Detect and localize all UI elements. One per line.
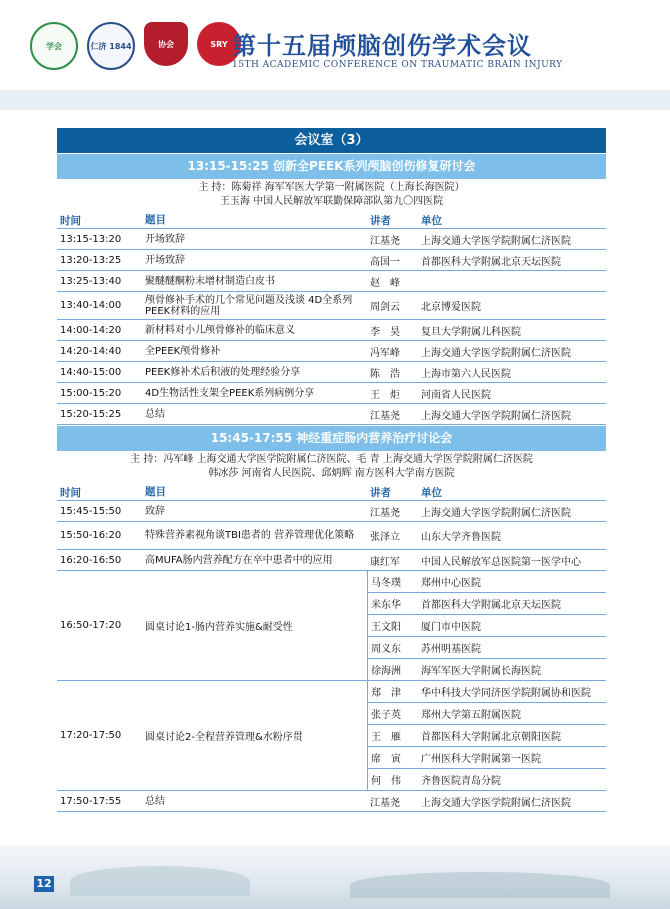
row-speaker: 王 雁 [371,732,401,743]
row-speaker: 康红军 [370,556,400,568]
row-speaker: 高国一 [370,256,400,268]
schedule [57,128,606,812]
row-topic: PEEK修补术后积液的处理经验分享 [145,366,301,378]
row-unit: 上海交通大学医学院附属仁济医院 [421,410,571,422]
col-speaker: 讲者 [370,214,391,227]
table-row [57,383,606,404]
hosts-line: 王玉海 中国人民解放军联勤保障部队第九〇四医院 [219,196,444,207]
row-unit: 广州医科大学附属第一医院 [421,754,541,765]
row-unit: 首都医科大学附属北京天坛医院 [421,256,561,268]
red-shield-icon [144,22,188,66]
row-unit: 北京博爱医院 [421,302,481,313]
row-speaker: 冯军峰 [370,347,400,359]
row-unit: 首都医科大学附属北京天坛医院 [421,600,561,611]
panelist-row [368,593,606,615]
row-unit: 复旦大学附属儿科医院 [421,326,521,338]
logo-label: 学会 [46,41,62,51]
session-hosts [57,451,606,484]
conference-subtitle: 15TH ACADEMIC CONFERENCE ON TRAUMATIC BRAIN INJURY [232,60,563,70]
row-unit: 海军军医大学附属长海医院 [421,666,541,677]
col-time: 时间 [60,214,81,227]
table-row [57,271,606,292]
logo-label: SRY [210,39,228,49]
row-speaker: 何 伟 [371,776,401,787]
table-row [57,320,606,341]
table-header [57,484,606,501]
row-unit: 上海交通大学医学院附属仁济医院 [421,507,571,519]
row-time: 15:20-15:25 [60,408,122,420]
page-header [0,0,670,90]
session1-rows [57,229,606,425]
panelist-row [368,769,606,790]
table-row [57,791,606,812]
row-unit: 山东大学齐鲁医院 [421,532,501,543]
table-row [57,522,606,550]
row-speaker: 张子英 [371,710,401,721]
conference-title: 第十五届颅脑创伤学术会议 [232,32,532,60]
row-time: 14:20-14:40 [60,345,122,357]
row-speaker: 王文阳 [371,622,401,633]
table-header [57,212,606,229]
session-title: 15:45-17:55 神经重症肠内营养治疗讨论会 [57,425,606,451]
header-band [0,90,670,110]
row-speaker: 赵 峰 [370,277,400,289]
row-speaker: 徐海洲 [371,666,401,677]
session-title: 13:15-15:25 创新全PEEK系列颅脑创伤修复研讨会 [57,153,606,179]
col-time: 时间 [60,486,81,499]
row-topic: 致辞 [145,505,165,517]
row-speaker: 江基尧 [370,235,400,247]
row-unit: 首都医科大学附属北京朝阳医院 [421,732,561,743]
row-speaker: 席 寅 [371,754,401,765]
page-number: 12 [34,876,54,892]
row-unit: 上海交通大学医学院附属仁济医院 [421,235,571,247]
panelist-row [368,659,606,680]
row-topic: 全PEEK颅骨修补 [145,345,221,357]
roundtable-topic: 圆桌讨论2-全程营养管理&水粉序贯 [145,732,303,743]
row-time: 15:50-16:20 [60,530,122,541]
col-speaker: 讲者 [370,486,391,499]
col-topic: 题目 [145,485,166,498]
roundtable-people [367,571,606,680]
row-topic: 总结 [145,408,165,420]
row-speaker: 王 炬 [370,389,400,401]
mountain-shape [70,866,250,896]
roundtable-topic: 圆桌讨论1-肠内营养实施&耐受性 [145,622,293,633]
hosts-line: 主 持：陈菊祥 海军军医大学第一附属医院（上海长海医院） [198,182,465,193]
row-speaker: 马冬璞 [371,578,401,589]
table-row [57,250,606,271]
room-title: 会议室（3） [57,128,606,153]
roundtable-people [367,681,606,790]
row-topic: 总结 [145,795,165,807]
panelist-row [368,747,606,769]
row-time: 16:20-16:50 [60,554,122,566]
table-row [57,229,606,250]
panelist-row [368,571,606,593]
table-row [57,341,606,362]
roundtable-1 [57,571,606,681]
row-speaker: 周义东 [371,644,401,655]
row-unit: 苏州明基医院 [421,644,481,655]
row-speaker: 周剑云 [370,302,400,313]
row-topic: 聚醚醚酮粉末增材制造白皮书 [145,275,275,287]
row-topic: 开场致辞 [145,254,185,266]
row-time: 13:25-13:40 [60,275,122,287]
row-topic: 特殊营养素视角谈TBI患者的 营养管理优化策略 [145,530,355,541]
row-time: 13:15-13:20 [60,233,122,245]
col-topic: 题目 [145,213,166,226]
logo-strip [30,22,241,70]
table-row [57,292,606,320]
row-topic: 高MUFA肠内营养配方在卒中患者中的应用 [145,554,333,566]
row-speaker: 李 昊 [370,326,400,338]
session-hosts [57,179,606,212]
row-time: 15:00-15:20 [60,387,122,399]
mountain-shape [350,872,610,898]
hosts-line: 韩冰莎 河南省人民医院、邱炳辉 南方医科大学南方医院 [208,468,455,479]
roundtable-2 [57,681,606,791]
row-unit: 河南省人民医院 [421,389,491,401]
row-time: 14:00-14:20 [60,324,122,336]
panelist-row [368,637,606,659]
logo-label: 仁济 1844 [90,41,132,51]
row-time: 17:50-17:55 [60,795,122,807]
row-unit: 上海交通大学医学院附属仁济医院 [421,347,571,359]
row-unit: 厦门市中医院 [421,622,481,633]
clover-seal-icon [30,22,78,70]
row-speaker: 江基尧 [370,410,400,422]
row-speaker: 陈 浩 [370,368,400,380]
row-time: 13:40-14:00 [60,300,122,311]
row-time: 13:20-13:25 [60,254,122,266]
logo-label: 协会 [158,39,174,49]
row-unit: 齐鲁医院青岛分院 [421,776,501,787]
roundtable-time: 17:20-17:50 [60,730,122,741]
hosts-line: 主 持：冯军峰 上海交通大学医学院附属仁济医院、毛 青 上海交通大学医学院附属仁济医院 [130,454,533,465]
row-topic: 颅骨修补手术的几个常见问题及浅谈 4D全系列PEEK材料的应用 [145,294,353,317]
row-speaker: 米东华 [371,600,401,611]
session2-rows [57,501,606,571]
row-speaker: 江基尧 [370,797,400,809]
row-unit: 郑州大学第五附属医院 [421,710,521,721]
row-speaker: 郑 津 [371,688,401,699]
row-topic: 开场致辞 [145,233,185,245]
renji-seal-icon [87,22,135,70]
panelist-row [368,615,606,637]
panelist-row [368,703,606,725]
table-row [57,501,606,522]
row-speaker: 张泽立 [370,532,400,543]
panelist-row [368,681,606,703]
table-row [57,404,606,425]
row-topic: 新材料对小儿颅骨修补的临床意义 [145,324,295,336]
row-unit: 郑州中心医院 [421,578,481,589]
row-unit: 上海市第六人民医院 [421,368,511,380]
roundtable-time: 16:50-17:20 [60,620,122,631]
row-topic: 4D生物活性支架全PEEK系列病例分享 [145,387,315,399]
col-unit: 单位 [421,486,442,499]
row-unit: 华中科技大学同济医学院附属协和医院 [421,688,591,699]
row-time: 15:45-15:50 [60,505,122,517]
row-unit: 中国人民解放军总医院第一医学中心 [421,556,581,568]
table-row [57,550,606,571]
row-time: 14:40-15:00 [60,366,122,378]
col-unit: 单位 [421,214,442,227]
table-row [57,362,606,383]
row-speaker: 江基尧 [370,507,400,519]
row-unit: 上海交通大学医学院附属仁济医院 [421,797,571,809]
panelist-row [368,725,606,747]
